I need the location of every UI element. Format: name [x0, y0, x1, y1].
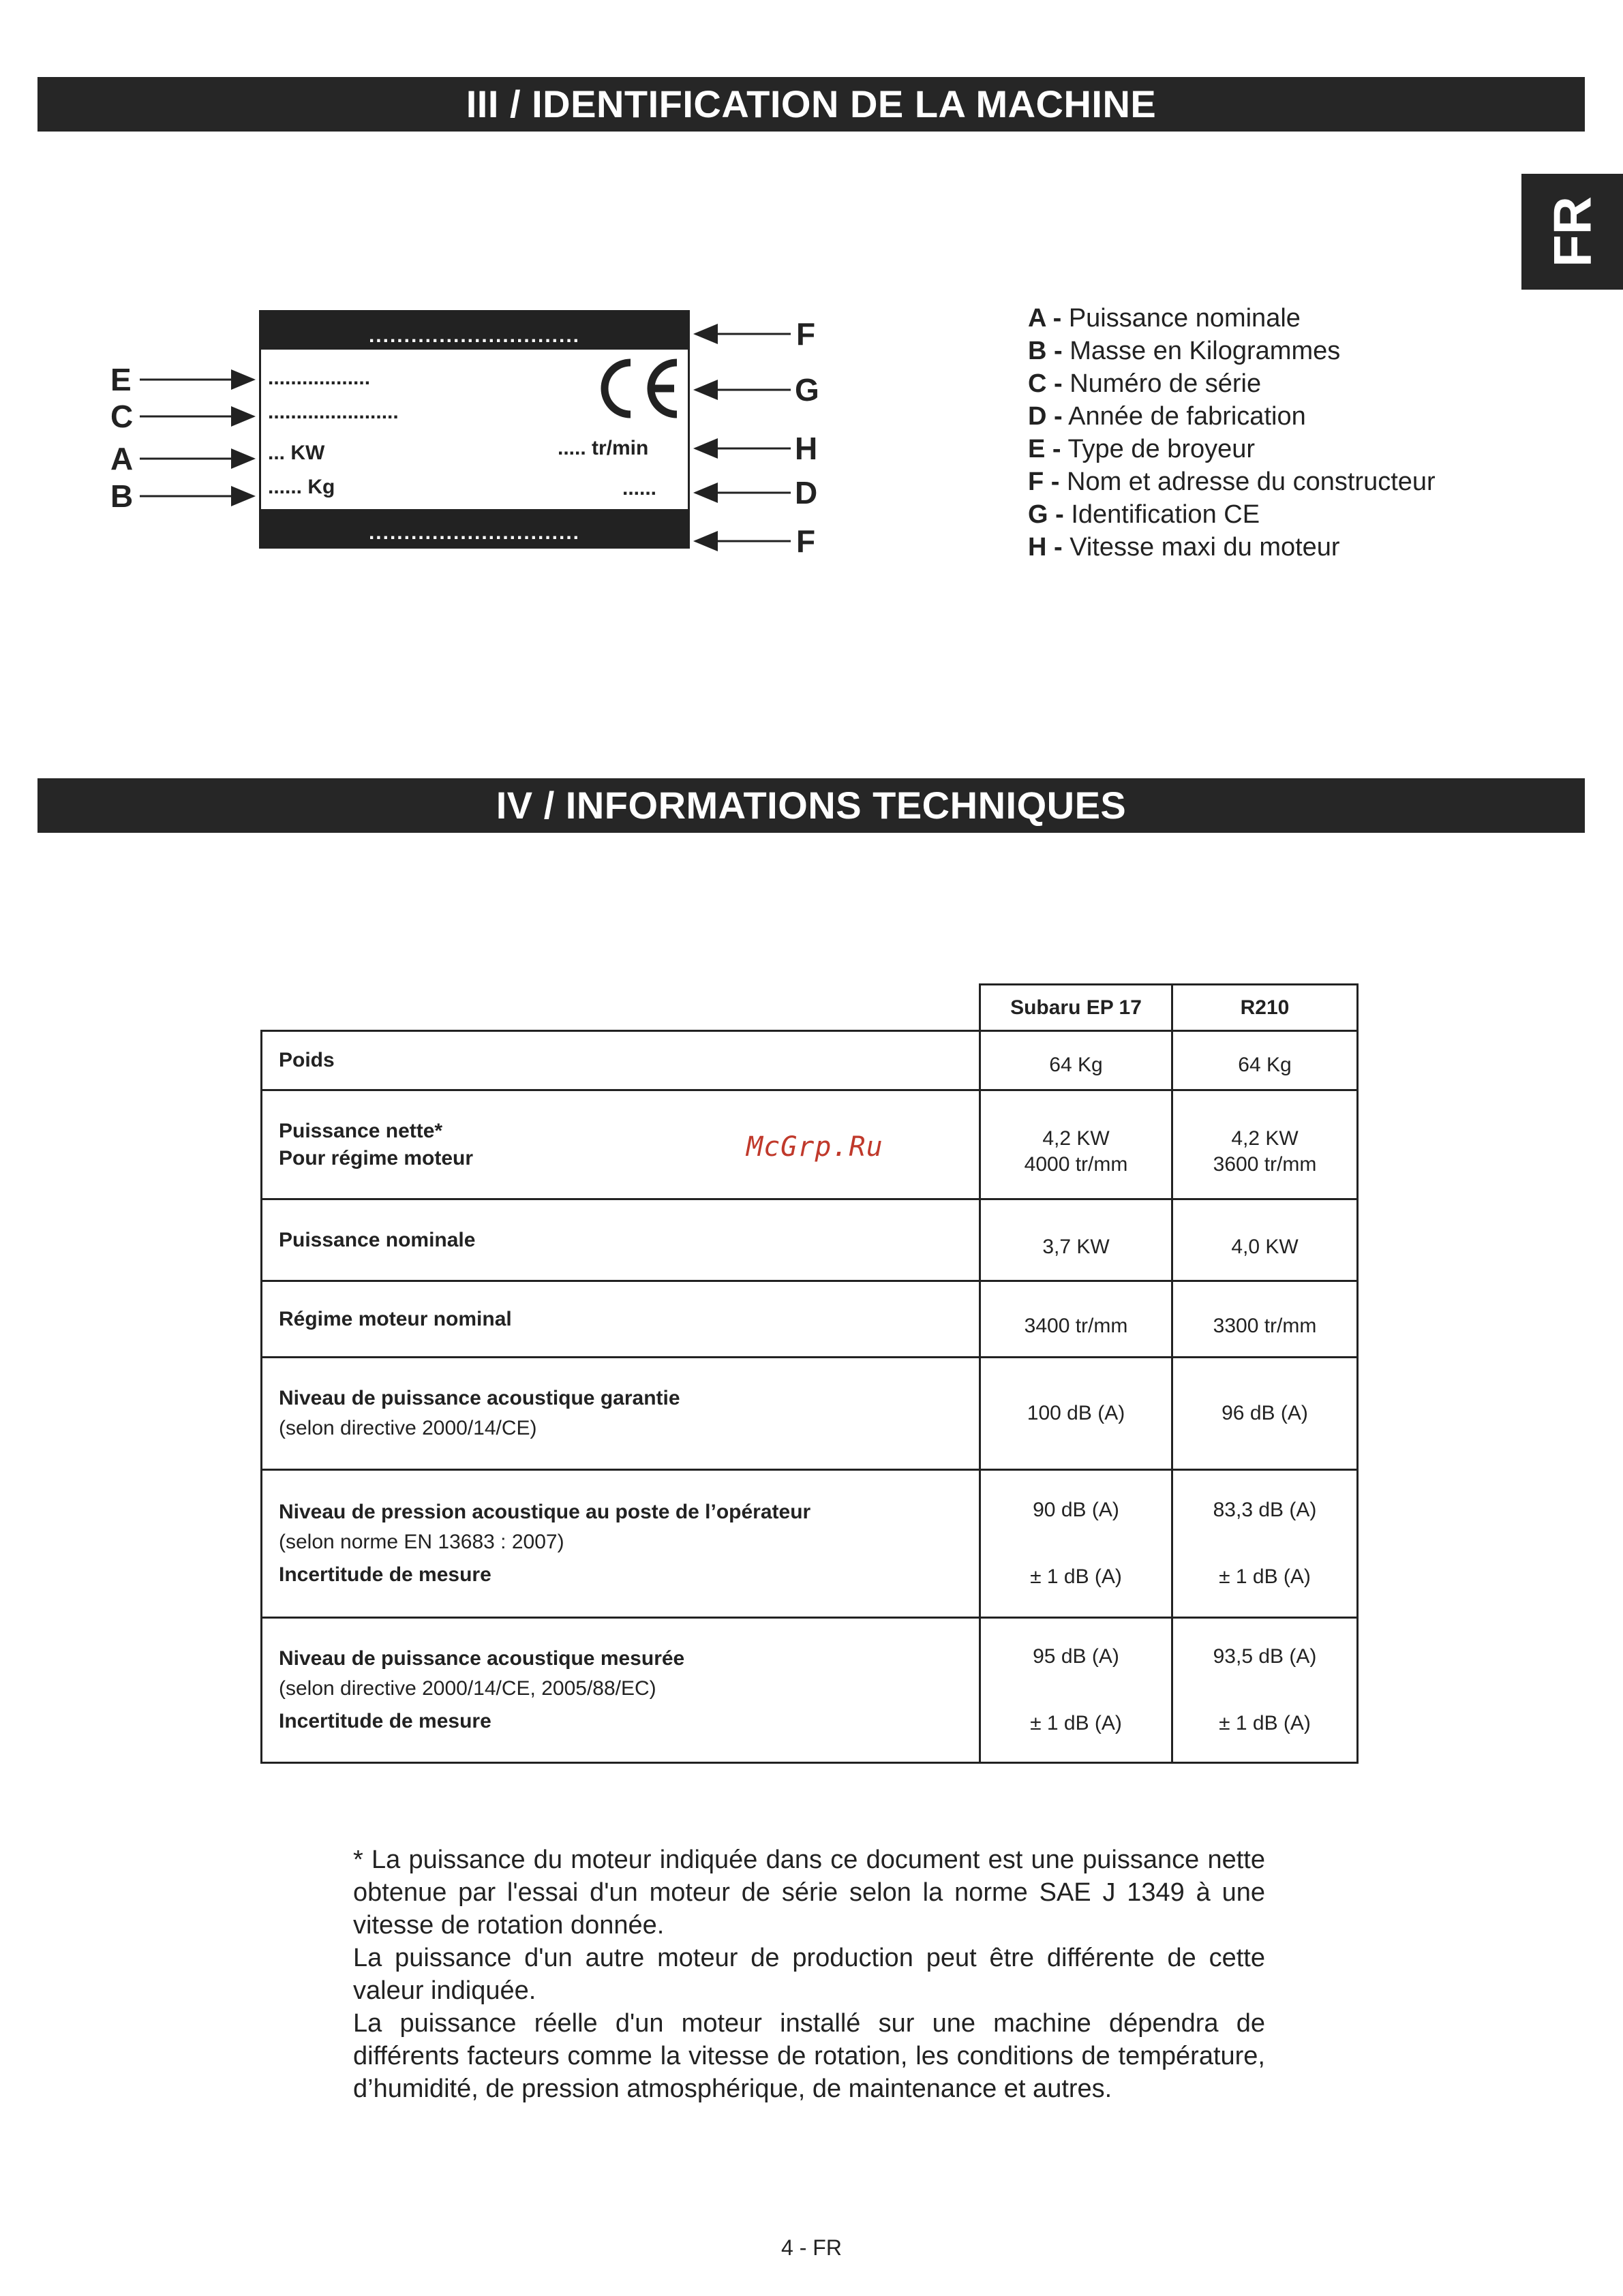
page-number: 4 - FR [781, 2235, 842, 2260]
plate-bottom-dots: .............................. [368, 521, 581, 544]
legend-item: E - Type de broyeur [1028, 435, 1256, 463]
row-value: 83,3 dB (A) ± 1 dB (A) [1172, 1470, 1358, 1618]
row-value: 95 dB (A) ± 1 dB (A) [980, 1618, 1172, 1763]
row-value: 3300 tr/mm [1172, 1281, 1358, 1358]
plate-year: ...... [622, 477, 657, 500]
row-label: Niveau de puissance acoustique garantie (selon directive 2000/14/CE) [262, 1358, 980, 1470]
technical-specs-table [260, 983, 1359, 1764]
language-tab-label: FR [1542, 196, 1602, 267]
callout-letter-c: C [110, 399, 134, 434]
footnote [353, 1843, 1265, 2105]
row-value: 96 dB (A) [1172, 1358, 1358, 1470]
row-label: Régime moteur nominal [262, 1281, 980, 1358]
legend-item: G - Identification CE [1028, 500, 1260, 529]
table-row [262, 1358, 1358, 1470]
callout-letter-b: B [110, 478, 134, 514]
callout-letter-f-top: F [796, 316, 816, 352]
row-value: 4,0 KW [1172, 1199, 1358, 1281]
row-value: 3400 tr/mm [980, 1281, 1172, 1358]
column-header-subaru: Subaru EP 17 [980, 985, 1172, 1031]
legend-item: D - Année de fabrication [1028, 402, 1306, 431]
column-header-r210: R210 [1172, 985, 1358, 1031]
plate-line-serial: ....................... [268, 401, 399, 423]
callout-letter-h: H [795, 431, 818, 466]
row-label: Poids [262, 1031, 980, 1090]
legend-item: H - Vitesse maxi du moteur [1028, 533, 1340, 562]
footnote-paragraph: La puissance d'un autre moteur de production peut être différente de cette valeur indiquée. [353, 1944, 1265, 2005]
row-label: Niveau de puissance acoustique mesurée (selon directive 2000/14/CE, 2005/88/EC) Incertitude de mesure [262, 1618, 980, 1763]
legend-item: A - Puissance nominale [1028, 304, 1301, 333]
row-value: 64 Kg [980, 1031, 1172, 1090]
legend-item: F - Nom et adresse du constructeur [1028, 468, 1436, 496]
callout-letter-d: D [795, 475, 818, 510]
plate-mass: ...... Kg [268, 476, 335, 498]
footnote-paragraph: * La puissance du moteur indiquée dans ce document est une puissance nette obtenue par l'essai d'un moteur de série selon la norme SAE J 1349 à une vitesse de rotation donnée. [353, 1846, 1265, 1940]
plate-legend [1028, 302, 1436, 564]
row-value: 64 Kg [1172, 1031, 1358, 1090]
callout-letter-a: A [110, 441, 134, 476]
row-value: 3,7 KW [980, 1199, 1172, 1281]
row-value: 4,2 KW 4000 tr/mm [980, 1090, 1172, 1199]
plate-speed: ..... tr/min [558, 437, 649, 459]
plate-line-type: .................. [268, 367, 371, 389]
callout-letter-e: E [110, 362, 132, 397]
section-4-banner [37, 778, 1585, 833]
table-header-row [262, 985, 1358, 1031]
row-value: 4,2 KW 3600 tr/mm [1172, 1090, 1358, 1199]
table-row [262, 1031, 1358, 1090]
section-3-title: III / IDENTIFICATION DE LA MACHINE [466, 82, 1157, 125]
table-row [262, 1199, 1358, 1281]
row-label: Puissance nette* Pour régime moteur [262, 1090, 980, 1199]
row-value: 93,5 dB (A) ± 1 dB (A) [1172, 1618, 1358, 1763]
legend-item: B - Masse en Kilogrammes [1028, 337, 1341, 365]
footnote-paragraph: La puissance réelle d'un moteur installé sur une machine dépendra de différents facteurs comme la vitesse de rotation, les conditions de température, d’humidité, de pression atmosphérique, de maintenance et autres. [353, 2009, 1265, 2103]
legend-item: C - Numéro de série [1028, 369, 1262, 398]
row-label: Puissance nominale [262, 1199, 980, 1281]
table-row [262, 1618, 1358, 1763]
plate-top-dots: .............................. [368, 324, 581, 347]
row-value: 90 dB (A) ± 1 dB (A) [980, 1470, 1172, 1618]
row-value: 100 dB (A) [980, 1358, 1172, 1470]
table-row [262, 1470, 1358, 1618]
row-label: Niveau de pression acoustique au poste de l’opérateur (selon norme EN 13683 : 2007) Incertitude de mesure [262, 1470, 980, 1618]
table-row [262, 1281, 1358, 1358]
watermark: McGrp.Ru [746, 1131, 883, 1163]
callout-letter-g: G [795, 372, 819, 408]
section-4-title: IV / INFORMATIONS TECHNIQUES [496, 784, 1127, 827]
plate-power: ... KW [268, 442, 325, 464]
callout-letter-f-bottom: F [796, 523, 816, 559]
